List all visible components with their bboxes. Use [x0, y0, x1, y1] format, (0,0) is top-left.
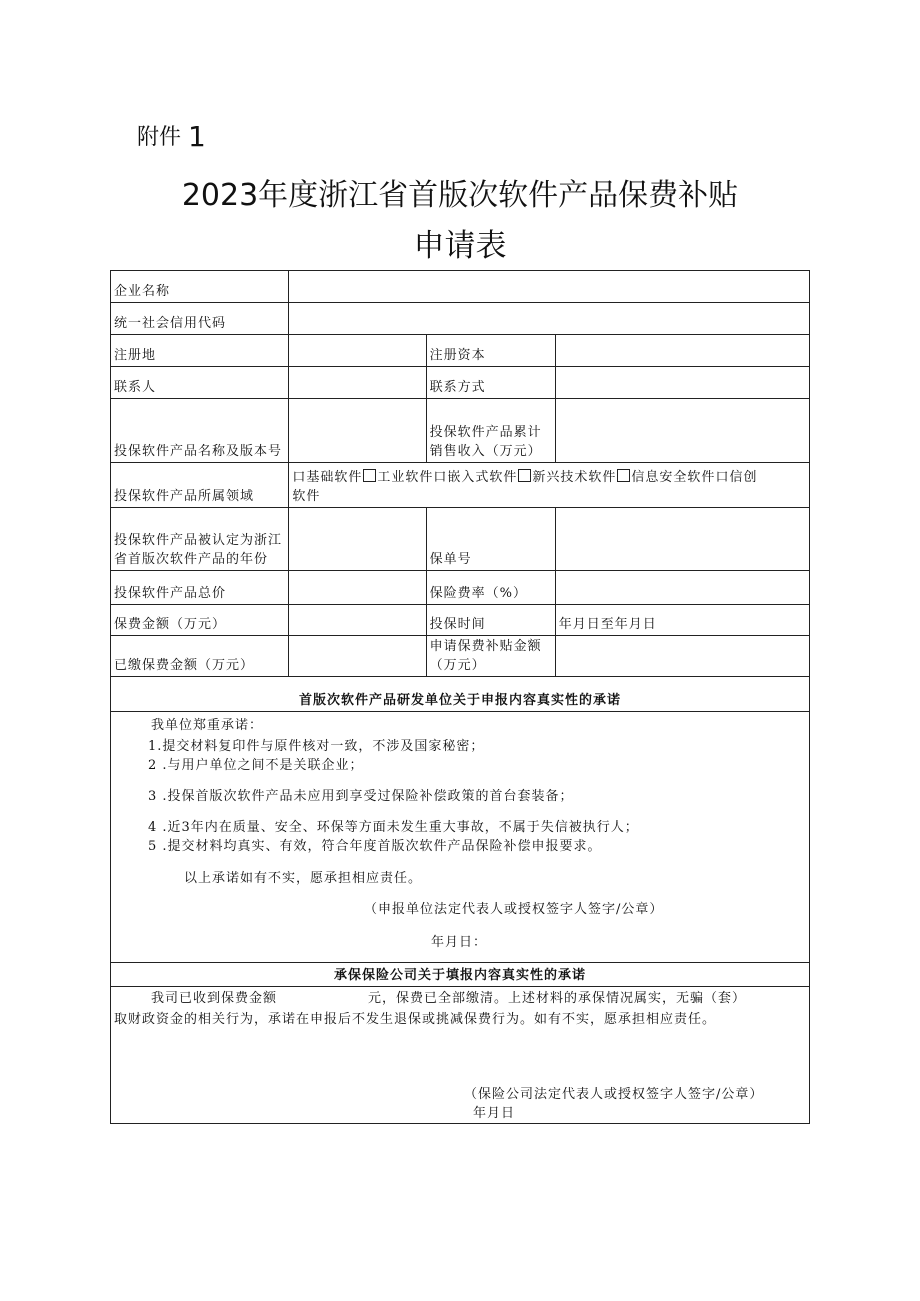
insurer-line2: 取财政资金的相关行为，承诺在申报后不发生退保或挑减保费行为。如有不实，愿承担相应责任。: [114, 1012, 717, 1027]
certified-year-label: 投保软件产品被认定为浙江省首版次软件产品的年份: [111, 508, 289, 571]
premium-amount-label: 保费金额（万元）: [111, 605, 289, 636]
reg-capital-field[interactable]: [555, 335, 809, 367]
insure-time-field[interactable]: 年月日至年月日: [555, 605, 809, 636]
cumulative-sales-field[interactable]: [555, 399, 809, 463]
checkbox-icon[interactable]: 口: [292, 470, 307, 485]
insurer-line1-start: 我司已收到保费金额: [151, 991, 278, 1006]
contact-field[interactable]: [289, 367, 426, 399]
checkbox-icon[interactable]: 口: [715, 470, 730, 485]
pledge-item: 2 .与用户单位之间不是关联企业；: [148, 758, 364, 773]
total-price-label: 投保软件产品总价: [111, 571, 289, 605]
checkbox-icon[interactable]: 口: [433, 470, 448, 485]
pledge-item: 3 .投保首版次软件产品未应用到享受过保险补偿政策的首台套装备；: [148, 789, 574, 804]
domain-label: 投保软件产品所属领域: [111, 463, 289, 508]
pledge-signature: （申报单位法定代表人或授权签字人签字/公章）: [364, 902, 664, 917]
policy-no-field[interactable]: [555, 508, 809, 571]
domain-options: [289, 463, 810, 508]
insure-time-label: 投保时间: [426, 605, 555, 636]
certified-year-field[interactable]: [289, 508, 426, 571]
pledge-body: [111, 712, 810, 963]
premium-rate-field[interactable]: [555, 571, 809, 605]
pledge-intro: 我单位郑重承诺：: [151, 718, 264, 733]
domain-option-xinchuang-cont: 软件: [292, 489, 321, 504]
pledge-item: 1.提交材料复印件与原件核对一致，不涉及国家秘密；: [148, 739, 485, 754]
page-title: 2023年度浙江省首版次软件产品保费补贴: [181, 178, 739, 213]
credit-code-field[interactable]: [289, 303, 810, 335]
cumulative-sales-label: 投保软件产品累计销售收入（万元）: [426, 399, 555, 463]
reg-place-field[interactable]: [289, 335, 426, 367]
page-subtitle: 申请表: [413, 228, 507, 264]
checkbox-icon[interactable]: [518, 469, 531, 482]
insurer-body: [111, 987, 810, 1124]
reg-capital-label: 注册资本: [426, 335, 555, 367]
domain-option-industrial: 工业软件: [377, 470, 434, 485]
insurer-heading: 承保保险公司关于填报内容真实性的承诺: [111, 963, 810, 987]
premium-amount-field[interactable]: [289, 605, 426, 636]
application-form: [110, 270, 810, 1124]
paid-premium-field[interactable]: [289, 636, 426, 677]
pledge-heading: 首版次软件产品研发单位关于申报内容真实性的承诺: [111, 677, 810, 712]
attachment-text: 附件: [137, 125, 182, 150]
domain-option-basic: 基础软件: [306, 470, 363, 485]
pledge-item: 5 .提交材料均真实、有效，符合年度首版次软件产品保险补偿申报要求。: [148, 839, 602, 854]
product-name-label: 投保软件产品名称及版本号: [111, 399, 289, 463]
domain-option-infosec: 信息安全软件: [631, 470, 716, 485]
domain-option-xinchuang: 信创: [729, 470, 758, 485]
premium-rate-label: 保险费率（%）: [426, 571, 555, 605]
policy-no-label: 保单号: [426, 508, 555, 571]
reg-place-label: 注册地: [111, 335, 289, 367]
checkbox-icon[interactable]: [617, 469, 630, 482]
attachment-number: 1: [188, 120, 206, 153]
pledge-closing: 以上承诺如有不实，愿承担相应责任。: [184, 871, 423, 886]
contact-label: 联系人: [111, 367, 289, 399]
credit-code-label: 统一社会信用代码: [111, 303, 289, 335]
checkbox-icon[interactable]: [363, 469, 376, 482]
domain-option-embedded: 嵌入式软件: [447, 470, 518, 485]
product-name-field[interactable]: [289, 399, 426, 463]
subsidy-amount-label: 申请保费补贴金额（万元）: [426, 636, 555, 677]
company-name-label: 企业名称: [111, 271, 289, 303]
insurer-line1-end: 元，保费已全部缴清。上述材料的承保情况属实，无骗（套）: [368, 991, 747, 1006]
domain-option-emerging: 新兴技术软件: [532, 470, 617, 485]
insurer-signature: （保险公司法定代表人或授权签字人签字/公章）: [464, 1087, 764, 1102]
attachment-label: [137, 120, 206, 153]
contact-method-label: 联系方式: [426, 367, 555, 399]
subsidy-amount-field[interactable]: [555, 636, 809, 677]
pledge-item: 4 .近3年内在质量、安全、环保等方面未发生重大事故，不属于失信被执行人；: [148, 820, 639, 835]
pledge-date: 年月日：: [431, 935, 488, 950]
insurer-date: 年月日: [473, 1106, 516, 1121]
contact-method-field[interactable]: [555, 367, 809, 399]
company-name-field[interactable]: [289, 271, 810, 303]
paid-premium-label: 已缴保费金额（万元）: [111, 636, 289, 677]
total-price-field[interactable]: [289, 571, 426, 605]
